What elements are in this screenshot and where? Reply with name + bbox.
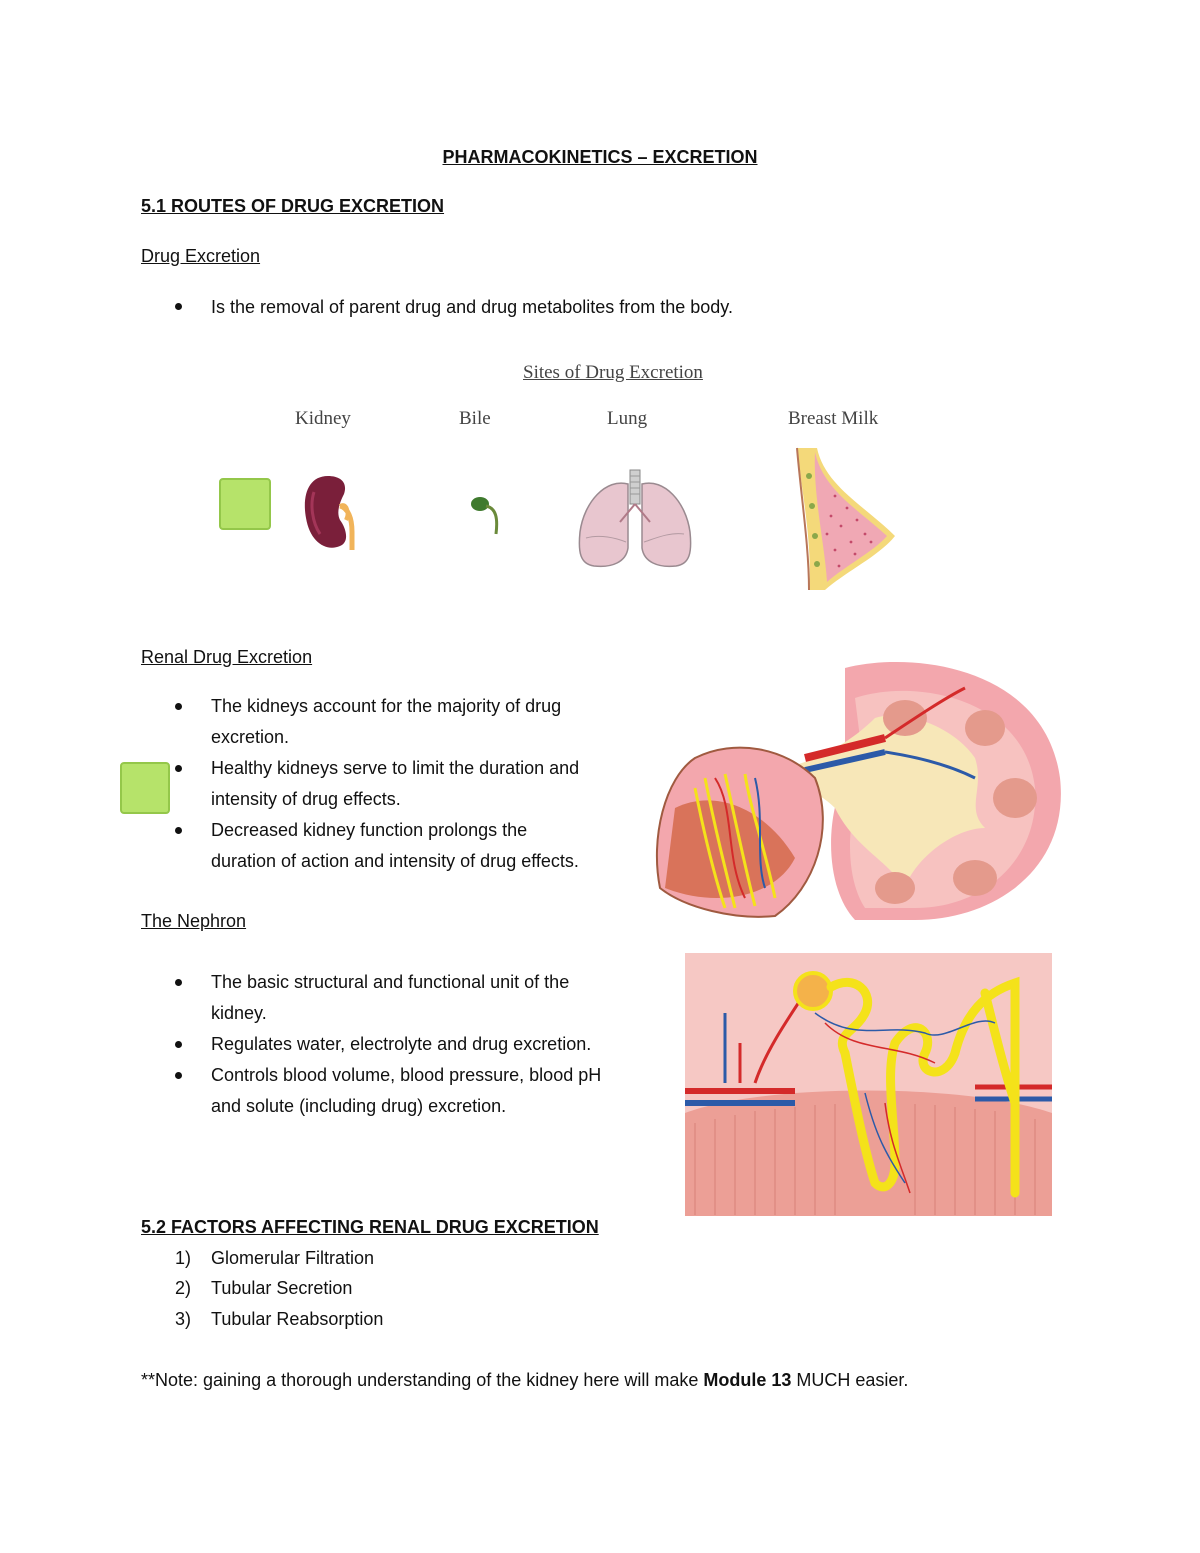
breast-illustration bbox=[795, 446, 901, 592]
section-5-1-heading: 5.1 ROUTES OF DRUG EXCRETION bbox=[141, 196, 445, 216]
nephron-illustration bbox=[685, 953, 1052, 1216]
bullet-icon bbox=[175, 703, 182, 710]
bullet-icon bbox=[175, 1072, 182, 1079]
factor-glomerular-filtration: Glomerular Filtration bbox=[211, 1248, 375, 1268]
label-lung: Lung bbox=[607, 408, 648, 429]
factor-number: 2) bbox=[175, 1278, 192, 1298]
label-breast-milk: Breast Milk bbox=[788, 408, 879, 429]
lung-illustration bbox=[576, 468, 694, 572]
sites-figure-title: Sites of Drug Excretion bbox=[523, 362, 703, 383]
nephron-bullet-2: Regulates water, electrolyte and drug excretion. bbox=[211, 1034, 592, 1054]
green-marker-2 bbox=[120, 762, 170, 814]
nephron-bullet-1: The basic structural and functional unit of the kidney. bbox=[211, 972, 570, 1023]
nephron-subheading: The Nephron bbox=[141, 911, 247, 931]
bullet-icon bbox=[175, 827, 182, 834]
nephron-bullet-3: Controls blood volume, blood pressure, blood pH and solute (including drug) excretion. bbox=[211, 1065, 602, 1116]
factor-number: 1) bbox=[175, 1248, 192, 1268]
factor-tubular-reabsorption: Tubular Reabsorption bbox=[211, 1309, 384, 1329]
page-title: PHARMACOKINETICS – EXCRETION bbox=[442, 147, 758, 167]
factor-number: 3) bbox=[175, 1309, 192, 1329]
renal-subheading: Renal Drug Excretion bbox=[141, 647, 313, 667]
label-bile: Bile bbox=[459, 408, 491, 429]
green-marker-1 bbox=[219, 478, 271, 530]
renal-bullet-1: The kidneys account for the majority of drug excretion. bbox=[211, 696, 562, 747]
bullet-icon bbox=[175, 765, 182, 772]
section-5-2-heading: 5.2 FACTORS AFFECTING RENAL DRUG EXCRETION bbox=[141, 1217, 599, 1237]
bullet-icon bbox=[175, 979, 182, 986]
drug-excretion-bullet: Is the removal of parent drug and drug metabolites from the body. bbox=[211, 297, 733, 317]
bullet-icon bbox=[175, 1041, 182, 1048]
note-paragraph: **Note: gaining a thorough understanding of the kidney here will make Module 13 MUCH easier. bbox=[141, 1370, 909, 1390]
bullet-icon bbox=[175, 303, 182, 310]
label-kidney: Kidney bbox=[295, 408, 351, 429]
renal-bullet-2: Healthy kidneys serve to limit the duration and intensity of drug effects. bbox=[211, 758, 580, 809]
drug-excretion-subheading: Drug Excretion bbox=[141, 246, 261, 266]
renal-bullet-3: Decreased kidney function prolongs the duration of action and intensity of drug effects. bbox=[211, 820, 579, 871]
kidney-cross-section-illustration bbox=[655, 658, 1065, 920]
bile-illustration bbox=[468, 494, 504, 536]
factor-tubular-secretion: Tubular Secretion bbox=[211, 1278, 353, 1298]
kidney-illustration bbox=[300, 472, 360, 552]
